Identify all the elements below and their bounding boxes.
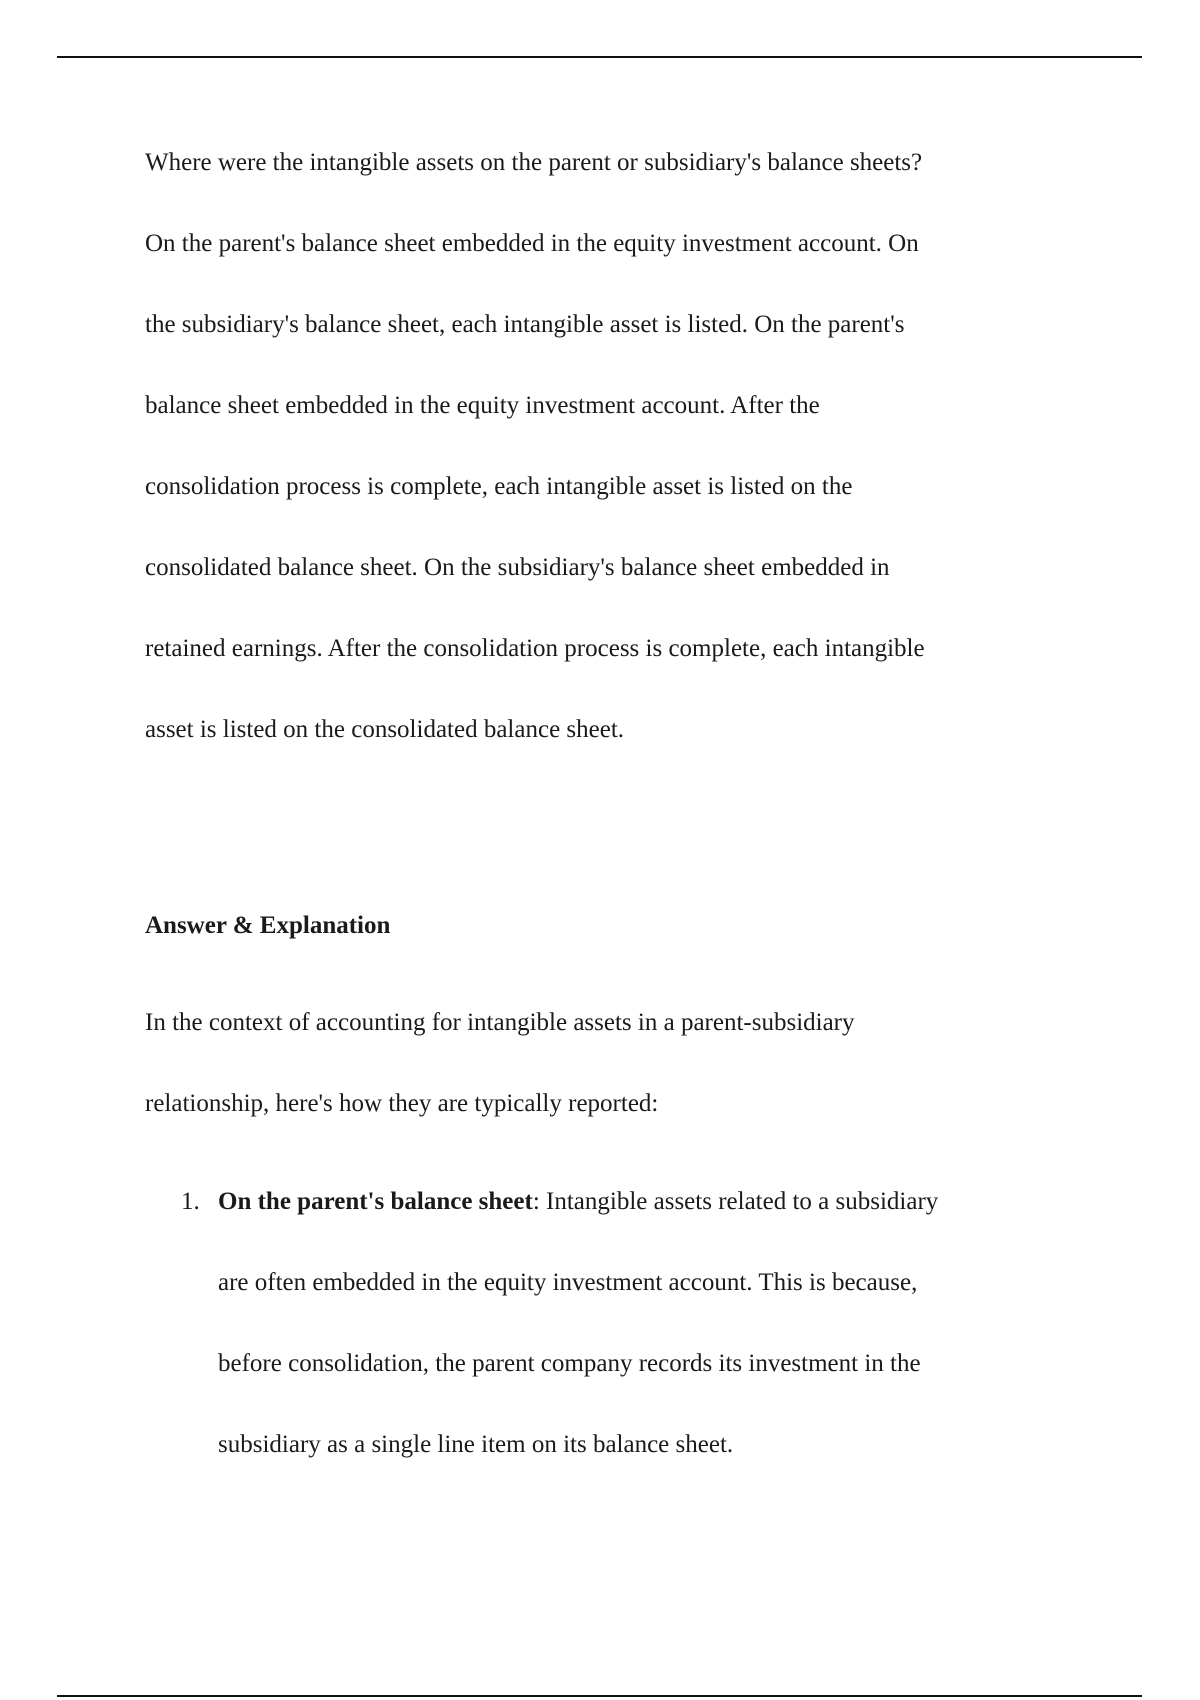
list-item-continuation: before consolidation, the parent company records its investment in the (218, 1350, 921, 1377)
answer-intro-line: In the context of accounting for intangible assets in a parent-subsidiary (145, 1009, 855, 1036)
list-item-number: 1. (181, 1188, 200, 1215)
question-line: asset is listed on the consolidated balance sheet. (145, 716, 625, 743)
question-line: the subsidiary's balance sheet, each intangible asset is listed. On the parent's (145, 311, 905, 338)
list-item-bold-lead: On the parent's balance sheet (218, 1188, 533, 1215)
question-line: consolidated balance sheet. On the subsidiary's balance sheet embedded in (145, 554, 890, 581)
question-line: consolidation process is complete, each intangible asset is listed on the (145, 473, 853, 500)
list-item-continuation: are often embedded in the equity investment account. This is because, (218, 1269, 918, 1296)
list-item (218, 1187, 938, 1217)
answer-heading: Answer & Explanation (145, 912, 391, 939)
list-item-continuation: subsidiary as a single line item on its balance sheet. (218, 1431, 734, 1458)
footer-rule (57, 1695, 1142, 1697)
answer-intro-line: relationship, here's how they are typically reported: (145, 1090, 659, 1117)
list-item-text: : Intangible assets related to a subsidiary (532, 1188, 939, 1215)
question-line: On the parent's balance sheet embedded in the equity investment account. On (145, 230, 919, 257)
question-line: balance sheet embedded in the equity investment account. After the (145, 392, 820, 419)
question-line: Where were the intangible assets on the parent or subsidiary's balance sheets? (145, 149, 923, 176)
header-rule (57, 56, 1142, 58)
question-line: retained earnings. After the consolidation process is complete, each intangible (145, 635, 925, 662)
